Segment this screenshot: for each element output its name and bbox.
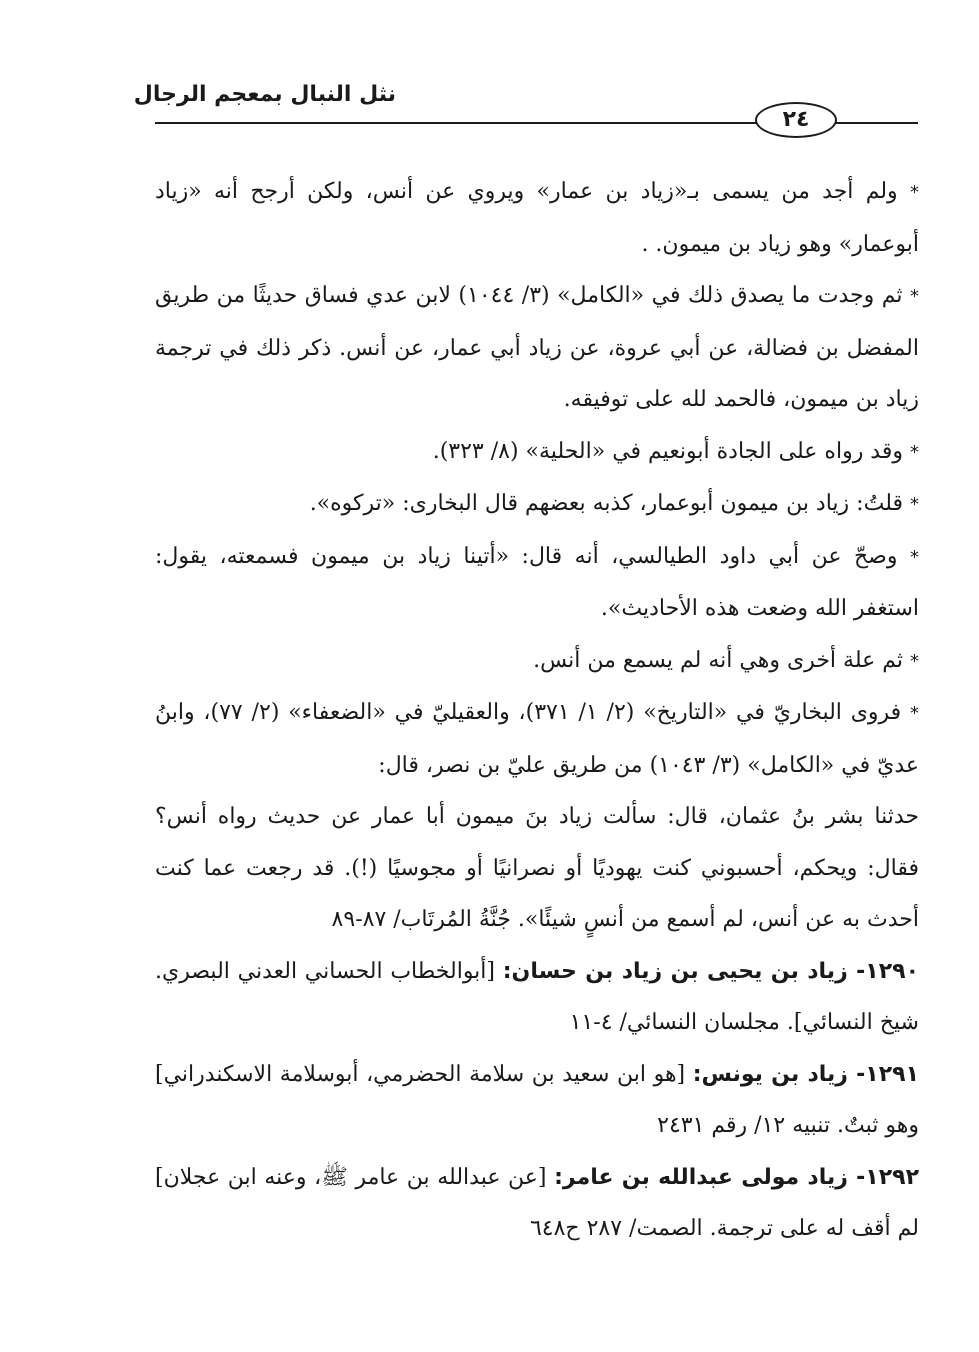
star-bullet: *	[910, 494, 919, 515]
star-bullet: *	[909, 182, 919, 203]
entry-text: [هو ابن سعيد بن سلامة الحضرمي، أبوسلامة الاسكندراني] وهو ثبتٌ. تنبيه ١٢/ رقم ٢٤٣١	[155, 1061, 919, 1138]
paragraph-text: فروى البخاريّ في «التاريخ» (٢/ ١/ ٣٧١)، والعقيليّ في «الضعفاء» (٢/ ٧٧)، وابنُ عديّ في «الكامل» (٣/ ١٠٤٣) من طريق عليّ بن نصر، قال:	[155, 700, 919, 778]
paragraph	[155, 166, 919, 270]
star-bullet: *	[910, 546, 919, 568]
paragraph-text: وقد رواه على الجادة أبونعيم في «الحلية» (٨/ ٣٢٣).	[432, 438, 903, 464]
paragraph-text: قلتُ: زياد بن ميمون أبوعمار، كذبه بعضهم قال البخارى: «تركوه».	[309, 491, 903, 516]
paragraph-text: وصحّ عن أبي داود الطيالسي، أنه قال: «أتينا زياد بن ميمون فسمعته، يقول: استغفر الله وضعت هذه الأحاديث».	[155, 543, 919, 621]
star-bullet: *	[910, 650, 919, 672]
body-text	[155, 166, 919, 1255]
paragraph-text: ولم أجد من يسمى بـ«زياد بن عمار» ويروي عن أنس، ولكن أرجح أنه «زياد أبوعمار» وهو زياد بن ميمون. .	[155, 179, 919, 257]
paragraph	[155, 426, 919, 479]
paragraph	[155, 270, 919, 426]
quoted-narration	[155, 791, 919, 946]
paragraph-text: ثم وجدت ما يصدق ذلك في «الكامل» (٣/ ١٠٤٤) لابن عدي فساق حديثًا من طريق المفضل بن فضالة، عن أبي عروة، عن زياد أبي عمار، عن أنس. ذكر ذلك في ترجمة زياد بن ميمون، فالحمد لله على توفيقه.	[155, 283, 919, 412]
star-bullet: *	[910, 441, 919, 463]
star-bullet: *	[910, 703, 920, 724]
entry-heading: ١٢٩٠- زياد بن يحيى بن زياد بن حسان:	[502, 958, 919, 984]
entry-heading: ١٢٩٢- زياد مولى عبدالله بن عامر:	[554, 1164, 919, 1190]
entry-text: [أبوالخطاب الحساني العدني البصري. شيخ النسائي]. مجلسان النسائي/ ٤-١١	[155, 958, 919, 1035]
page-number-badge: ٢٤	[755, 102, 837, 138]
paragraph	[155, 635, 919, 688]
entry-1291	[155, 1049, 919, 1152]
star-bullet: *	[910, 286, 920, 307]
paragraph-text: ثم علة أخرى وهي أنه لم يسمع من أنس.	[533, 647, 903, 673]
paragraph	[155, 478, 919, 531]
entry-1290	[155, 946, 919, 1049]
entry-1292	[155, 1152, 919, 1255]
paragraph	[155, 687, 919, 791]
running-title: نثل النبال بمعجم الرجال	[133, 82, 396, 107]
entry-heading: ١٢٩١- زياد بن يونس:	[692, 1061, 920, 1087]
paragraph-text: حدثنا بشر بنُ عثمان، قال: سألت زياد بنَ ميمون أبا عمار عن حديث رواه أنس؟ فقال: ويحكم، أحسبوني كنت يهوديًا أو نصرانيًا أو مجوسيًا (!). قد رجعت عما كنت أحدث به عن أنس، لم أسمع من أنسٍ شيئًا». جُنَّةُ المُرتَاب/ ٨٧-٨٩	[155, 804, 919, 932]
entry-text: [عن عبدالله بن عامر ﷺ، وعنه ابن عجلان] لم أقف له على ترجمة. الصمت/ ٢٨٧ ح٦٤٨	[155, 1164, 919, 1241]
paragraph	[155, 531, 919, 635]
